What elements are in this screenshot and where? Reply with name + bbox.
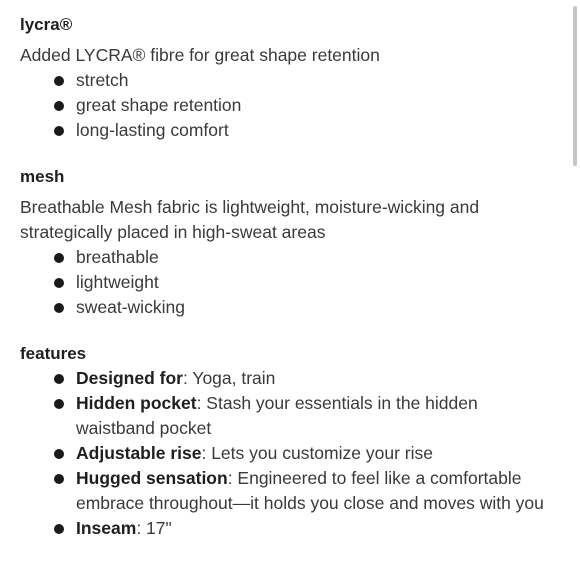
feature-item [20, 466, 550, 516]
feature-item [20, 441, 550, 466]
section-description-mesh: Breathable Mesh fabric is lightweight, moisture-wicking and strategically placed in high-sweat areas [20, 197, 480, 242]
feature-item [20, 366, 550, 391]
feature-text: : Yoga, train [182, 368, 276, 388]
feature-item [20, 516, 550, 541]
scrollbar-thumb[interactable] [573, 6, 577, 166]
list-item: great shape retention [20, 93, 550, 118]
bullet-list-mesh [20, 245, 550, 320]
feature-term: Hugged sensation [76, 468, 228, 488]
feature-term: Adjustable rise [76, 443, 202, 463]
feature-item [20, 391, 550, 441]
section-title-lycra: lycra® [20, 15, 73, 34]
section-title-mesh: mesh [20, 167, 65, 186]
section-title-features: features [20, 344, 87, 363]
list-item: long-lasting comfort [20, 118, 550, 143]
feature-term: Designed for [76, 368, 183, 388]
feature-text: : Stash your essentials in the hidden waistband pocket [76, 393, 478, 438]
feature-text: : 17" [136, 518, 172, 538]
list-item: stretch [20, 68, 550, 93]
section-features [20, 341, 550, 541]
feature-term: Hidden pocket [76, 393, 197, 413]
section-description-lycra: Added LYCRA® fibre for great shape retention [20, 45, 380, 65]
bullet-list-features [20, 366, 550, 541]
feature-text: : Engineered to feel like a comfortable embrace throughout—it holds you close and moves with you [76, 468, 544, 513]
section-mesh [20, 164, 550, 320]
product-details [20, 12, 550, 541]
list-item: lightweight [20, 270, 550, 295]
list-item: sweat-wicking [20, 295, 550, 320]
feature-text: : Lets you customize your rise [201, 443, 433, 463]
bullet-list-lycra [20, 68, 550, 143]
list-item: breathable [20, 245, 550, 270]
feature-term: Inseam [76, 518, 137, 538]
section-lycra [20, 12, 550, 143]
